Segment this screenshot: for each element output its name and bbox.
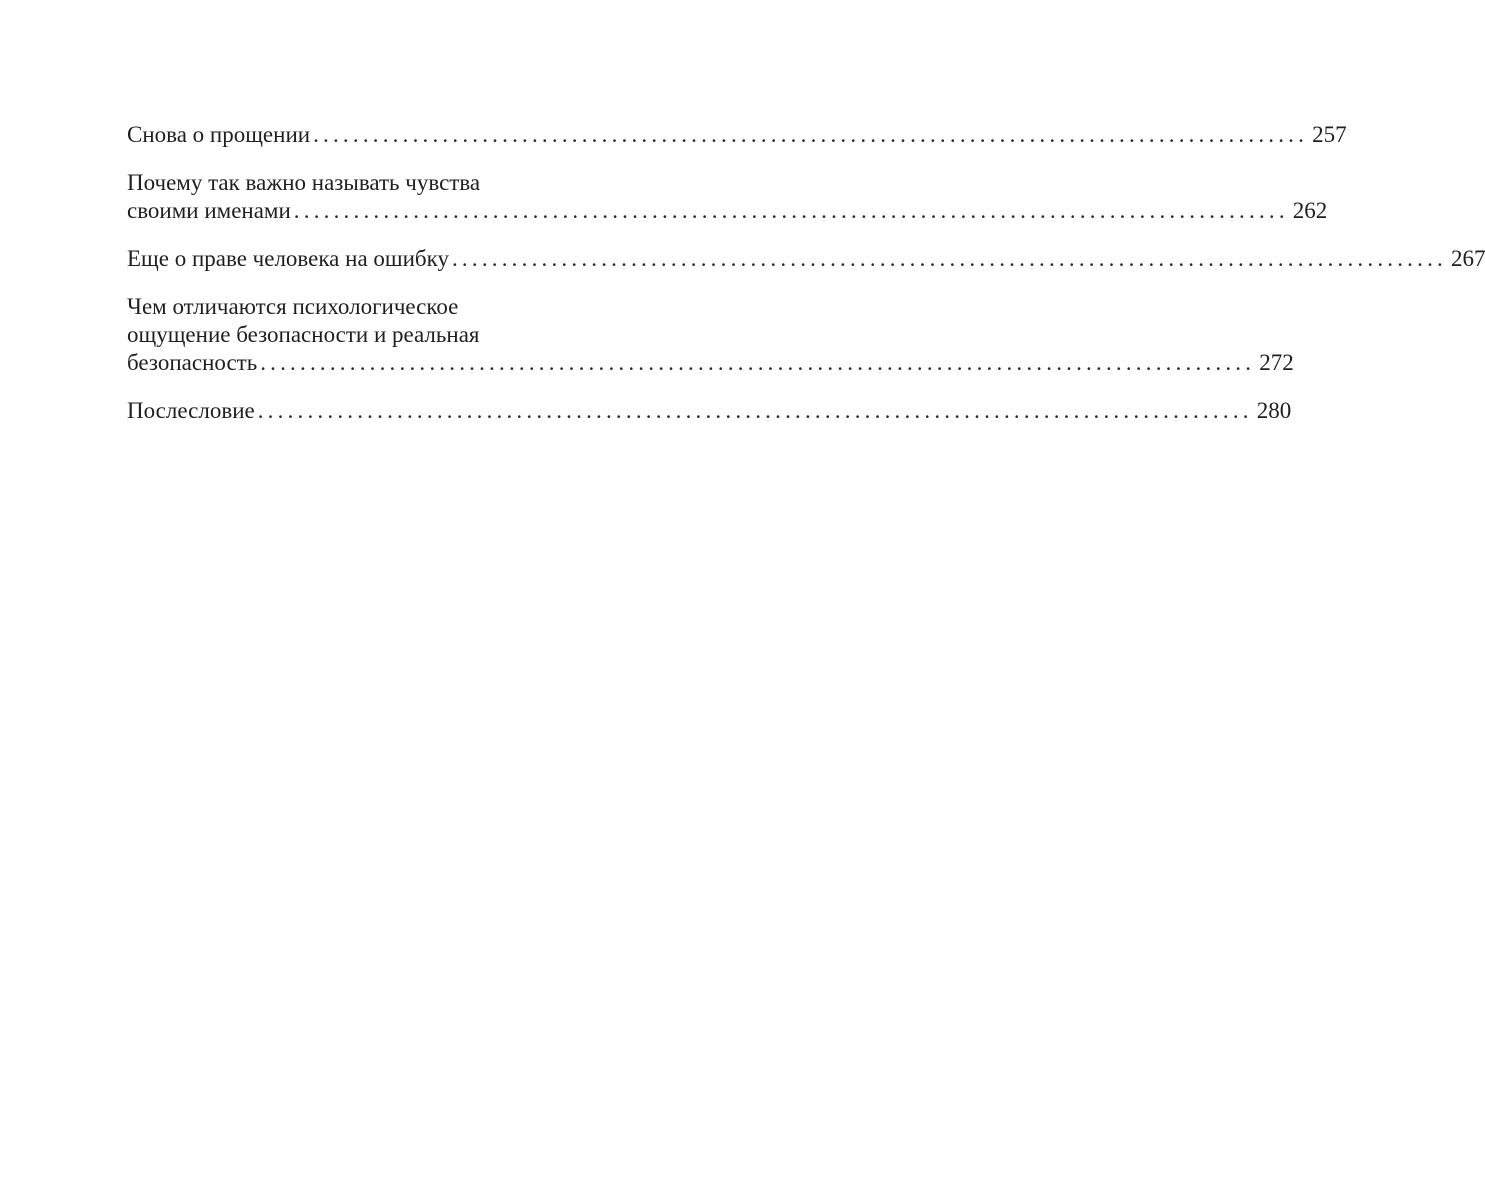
toc-entry — [127, 245, 1485, 273]
toc-entry-title-line: Послесловие — [127, 398, 255, 423]
dot-leader: .................................................................................................... — [257, 398, 1253, 423]
toc-page-number: 257 — [1312, 122, 1347, 147]
toc-entry-title-line: своими именами — [127, 198, 291, 223]
toc-page-number: 272 — [1259, 350, 1294, 375]
toc-entry-title-line: Чем отличаются психологическое — [127, 294, 459, 319]
dot-leader: .................................................................................................... — [260, 350, 1256, 375]
toc-entry-title-line: безопасность — [127, 350, 258, 375]
toc-page-number: 267 — [1450, 246, 1485, 271]
toc-entry-last-line — [127, 121, 1347, 149]
dot-leader: .................................................................................................... — [451, 246, 1447, 271]
toc-entry-title-line: ощущение безопасности и реальная — [127, 322, 480, 347]
toc-entry — [127, 169, 1328, 225]
toc-entry-last-line — [127, 397, 1292, 425]
toc-entry-last-line — [127, 245, 1485, 273]
toc-entry — [127, 293, 1294, 377]
toc-entry-last-line — [127, 349, 1294, 377]
toc-entry-title-line: Снова о прощении — [127, 122, 311, 147]
toc-entry-title-line: Еще о праве человека на ошибку — [127, 246, 449, 271]
table-of-contents — [127, 121, 1485, 445]
toc-entry — [127, 121, 1347, 149]
dot-leader: .................................................................................................... — [313, 122, 1309, 147]
toc-page-number: 262 — [1292, 198, 1328, 223]
toc-entry-last-line — [127, 197, 1328, 225]
toc-entry — [127, 397, 1292, 425]
toc-entry-title-line: Почему так важно называть чувства — [127, 170, 481, 195]
dot-leader: .................................................................................................... — [293, 198, 1289, 223]
toc-page-number: 280 — [1256, 398, 1292, 423]
